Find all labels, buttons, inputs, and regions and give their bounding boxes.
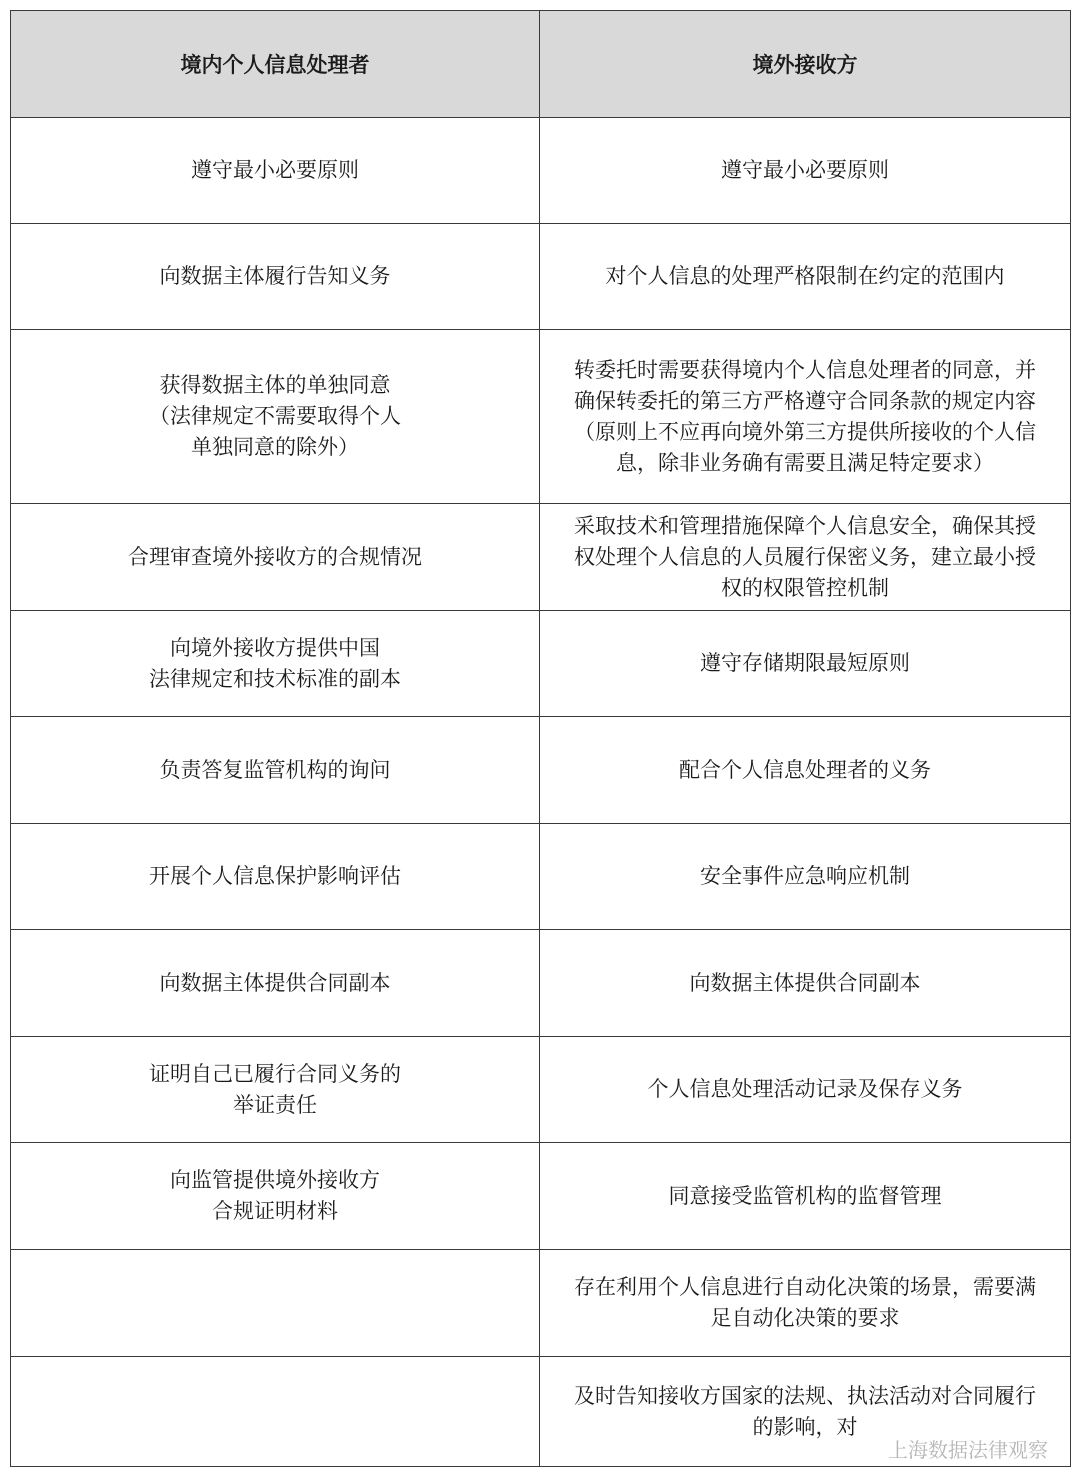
cell-domestic-obligation (11, 1143, 540, 1250)
cell-domestic-obligation (11, 504, 540, 611)
cell-text-line: 向数据主体提供合同副本 (159, 970, 391, 995)
cell-overseas-obligation (540, 1250, 1071, 1357)
cell-text-line: 证明自己已履行合同义务的 (149, 1061, 401, 1086)
cell-text-line: 单独同意的除外） (191, 435, 359, 459)
cell-text-line: 个人信息处理活动记录及保存义务 (647, 1077, 963, 1101)
comparison-table (10, 10, 1071, 1467)
cell-text-line: 向数据主体履行告知义务 (159, 264, 391, 288)
cell-text-line: 遵守最小必要原则 (721, 158, 889, 182)
cell-overseas-obligation (540, 824, 1071, 930)
cell-text-line: 合规证明材料 (212, 1199, 338, 1223)
cell-domestic-obligation (11, 717, 540, 824)
cell-domestic-obligation (11, 1357, 540, 1467)
cell-text-line: 举证责任 (233, 1092, 317, 1117)
table-row (11, 930, 1071, 1037)
table-row (11, 717, 1071, 824)
cell-domestic-obligation (11, 1250, 540, 1357)
cell-text-line: 合理审查境外接收方的合规情况 (128, 544, 422, 569)
cell-overseas-obligation (540, 330, 1071, 504)
cell-text-line: 获得数据主体的单独同意 (159, 373, 391, 397)
cell-text-line: 向境外接收方提供中国 (170, 635, 380, 660)
table-row (11, 118, 1071, 224)
cell-overseas-obligation (540, 611, 1071, 717)
watermark: 上海数据法律观察 (888, 1438, 1048, 1462)
cell-text-line: 遵守最小必要原则 (191, 158, 359, 182)
cell-text-line: 法律规定和技术标准的副本 (149, 666, 401, 691)
cell-domestic-obligation (11, 1037, 540, 1143)
cell-domestic-obligation (11, 224, 540, 330)
cell-text-line: 及时告知接收方国家的法规、执法活动对合同履行 (574, 1383, 1036, 1408)
cell-text-line: 权处理个人信息的人员履行保密义务，建立最小授 (574, 544, 1036, 569)
cell-text-line: 向数据主体提供合同副本 (689, 970, 921, 995)
cell-overseas-obligation (540, 118, 1071, 224)
table-row (11, 224, 1071, 330)
header-overseas-recipient: 境外接收方 (540, 11, 1071, 118)
table-row (11, 824, 1071, 930)
cell-text-line: 采取技术和管理措施保障个人信息安全，确保其授 (574, 513, 1036, 538)
cell-text-line: 同意接受监管机构的监督管理 (668, 1183, 942, 1208)
table-row (11, 1250, 1071, 1357)
cell-text-line: 开展个人信息保护影响评估 (149, 864, 401, 888)
cell-text-line: 转委托时需要获得境内个人信息处理者的同意，并 (574, 357, 1036, 382)
cell-overseas-obligation (540, 224, 1071, 330)
cell-domestic-obligation (11, 611, 540, 717)
table-row (11, 1037, 1071, 1143)
cell-text-line: 负责答复监管机构的询问 (159, 757, 391, 782)
cell-text-line: 向监管提供境外接收方 (170, 1168, 380, 1192)
cell-text-line: （原则上不应再向境外第三方提供所接收的个人信 (574, 419, 1036, 444)
cell-text-line: 遵守存储期限最短原则 (700, 651, 910, 675)
cell-domestic-obligation (11, 930, 540, 1037)
cell-text-line: 足自动化决策的要求 (710, 1306, 900, 1330)
cell-domestic-obligation (11, 118, 540, 224)
table-row (11, 1143, 1071, 1250)
cell-text-line: 安全事件应急响应机制 (700, 864, 910, 888)
cell-text-line: 的影响，对 (752, 1414, 858, 1439)
cell-text-line: 存在利用个人信息进行自动化决策的场景，需要满 (574, 1275, 1036, 1299)
cell-overseas-obligation (540, 930, 1071, 1037)
cell-overseas-obligation (540, 504, 1071, 611)
cell-text-line: 确保转委托的第三方严格遵守合同条款的规定内容 (574, 388, 1036, 413)
cell-text-line: 对个人信息的处理严格限制在约定的范围内 (605, 264, 1005, 288)
table-row (11, 330, 1071, 504)
table-row (11, 611, 1071, 717)
cell-domestic-obligation (11, 824, 540, 930)
table-row (11, 504, 1071, 611)
cell-text-line: 权的权限管控机制 (721, 575, 889, 600)
cell-overseas-obligation (540, 1143, 1071, 1250)
header-row (11, 11, 1071, 118)
cell-overseas-obligation (540, 1037, 1071, 1143)
cell-text-line: （法律规定不需要取得个人 (149, 404, 401, 428)
header-domestic-processor: 境内个人信息处理者 (11, 11, 540, 118)
cell-domestic-obligation (11, 330, 540, 504)
cell-overseas-obligation (540, 717, 1071, 824)
cell-text-line: 息，除非业务确有需要且满足特定要求） (616, 450, 994, 475)
cell-text-line: 配合个人信息处理者的义务 (679, 757, 931, 782)
